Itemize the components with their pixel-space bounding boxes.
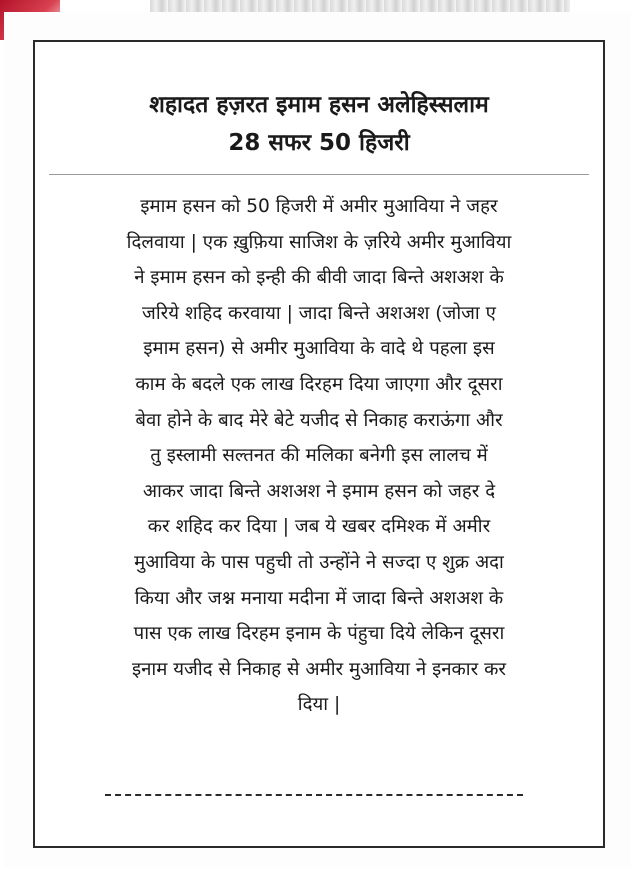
body-line: इमाम हसन) से अमीर मुआविया के वादे थे पहला इस bbox=[143, 338, 495, 360]
body-line: इनाम यजीद से निकाह से अमीर मुआविया ने इनकार कर bbox=[131, 658, 507, 680]
body-line: मुआविया के पास पहुची तो उन्होंने ने सज्दा ए शुक्र अदा bbox=[134, 551, 504, 573]
body-line: पास एक लाख दिरहम इनाम के पंहुचा दिये लेकिन दूसरा bbox=[133, 623, 505, 645]
dashed-separator bbox=[105, 794, 523, 796]
body-line: कर शहिद कर दिया | जब ये खबर दमिश्क में अमीर bbox=[147, 516, 491, 538]
body-line: आकर जादा बिन्ते अशअश ने इमाम हसन को जहर दे bbox=[142, 480, 496, 502]
body-line: किया और जश्न मनाया मदीना में जादा बिन्ते अशअश के bbox=[134, 587, 504, 609]
body-line: बेवा होने के बाद मेरे बेटे यजीद से निकाह कराऊंगा और bbox=[135, 409, 503, 431]
body-line: जरिये शहिद करवाया | जादा बिन्ते अशअश (जोजा ए bbox=[142, 302, 496, 324]
title-line: शहादत हज़रत इमाम हसन अलेहिस्सलाम bbox=[149, 92, 489, 118]
body-line: ने इमाम हसन को इन्ही की बीवी जादा बिन्ते अशअश के bbox=[134, 267, 504, 289]
body-line: दिलवाया | एक ख़ुफ़िया साजिश के ज़रिये अमीर मुआविया bbox=[126, 231, 512, 253]
document-title bbox=[35, 42, 603, 162]
body-line: इमाम हसन को 50 हिजरी में अमीर मुआविया ने जहर bbox=[140, 196, 498, 217]
title-date-line: 28 सफर 50 हिजरी bbox=[228, 130, 410, 156]
body-line: तु इस्लामी सल्तनत की मलिका बनेगी इस लालच में bbox=[150, 445, 488, 467]
document-frame bbox=[33, 40, 605, 848]
body-line: काम के बदले एक लाख दिरहम दिया जाएगा और दूसरा bbox=[135, 373, 503, 395]
title-divider bbox=[49, 174, 589, 175]
body-line-last: दिया | bbox=[297, 694, 341, 716]
document-body bbox=[45, 189, 593, 723]
